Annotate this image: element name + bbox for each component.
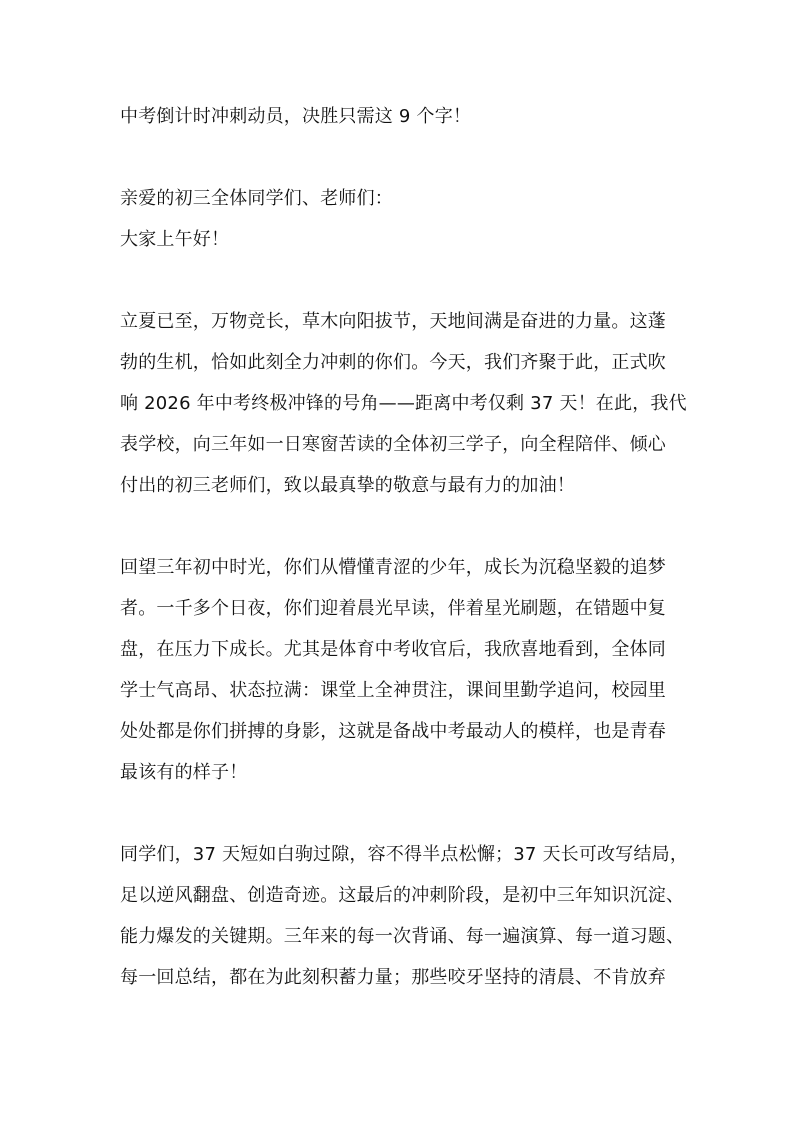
paragraph-3: [120, 834, 689, 998]
paragraph-line: 最该有的样子！: [120, 762, 248, 783]
paragraph-line: 者。一千多个日夜，你们迎着晨光早读，伴着星光刷题，在错题中复: [120, 598, 666, 619]
paragraph-line: 盘，在压力下成长。尤其是体育中考收官后，我欣喜地看到，全体同: [120, 639, 666, 660]
blank-line: [120, 137, 680, 178]
paragraph-line: 勃的生机，恰如此刻全力冲刺的你们。今天，我们齐聚于此，正式吹: [120, 352, 666, 373]
document-title: 中考倒计时冲刺动员，决胜只需这 9 个字！: [120, 106, 472, 127]
paragraph-1: [120, 301, 687, 506]
blank-line: [120, 793, 680, 834]
paragraph-line: 回望三年初中时光，你们从懵懂青涩的少年，成长为沉稳坚毅的追梦: [120, 557, 666, 578]
paragraph-line: 足以逆风翻盘、创造奇迹。这最后的冲刺阶段，是初中三年知识沉淀、: [120, 885, 685, 906]
paragraph-line: 响 2026 年中考终极冲锋的号角——距离中考仅剩 37 天！在此，我代: [120, 393, 687, 414]
paragraph-line: 每一回总结，都在为此刻积蓄力量；那些咬牙坚持的清晨、不肯放弃: [120, 967, 666, 988]
blank-line: [120, 506, 680, 547]
paragraph-line: 表学校，向三年如一日寒窗苦读的全体初三学子，向全程陪伴、倾心: [120, 434, 666, 455]
paragraph-line: 处处都是你们拼搏的身影，这就是备战中考最动人的模样，也是青春: [120, 721, 666, 742]
salutation: 亲爱的初三全体同学们、老师们：: [120, 188, 393, 209]
blank-line: [120, 260, 680, 301]
greeting: 大家上午好！: [120, 229, 230, 250]
paragraph-line: 同学们，37 天短如白驹过隙，容不得半点松懈；37 天长可改写结局，: [120, 844, 689, 865]
document-body: [120, 96, 689, 998]
paragraph-line: 能力爆发的关键期。三年来的每一次背诵、每一遍演算、每一道习题、: [120, 926, 685, 947]
paragraph-line: 学士气高昂、状态拉满：课堂上全神贯注，课间里勤学追问，校园里: [120, 680, 666, 701]
paragraph-2: [120, 547, 680, 793]
paragraph-line: 立夏已至，万物竞长，草木向阳拔节，天地间满是奋进的力量。这蓬: [120, 311, 666, 332]
paragraph-line: 付出的初三老师们，致以最真挚的敬意与最有力的加油！: [120, 475, 575, 496]
